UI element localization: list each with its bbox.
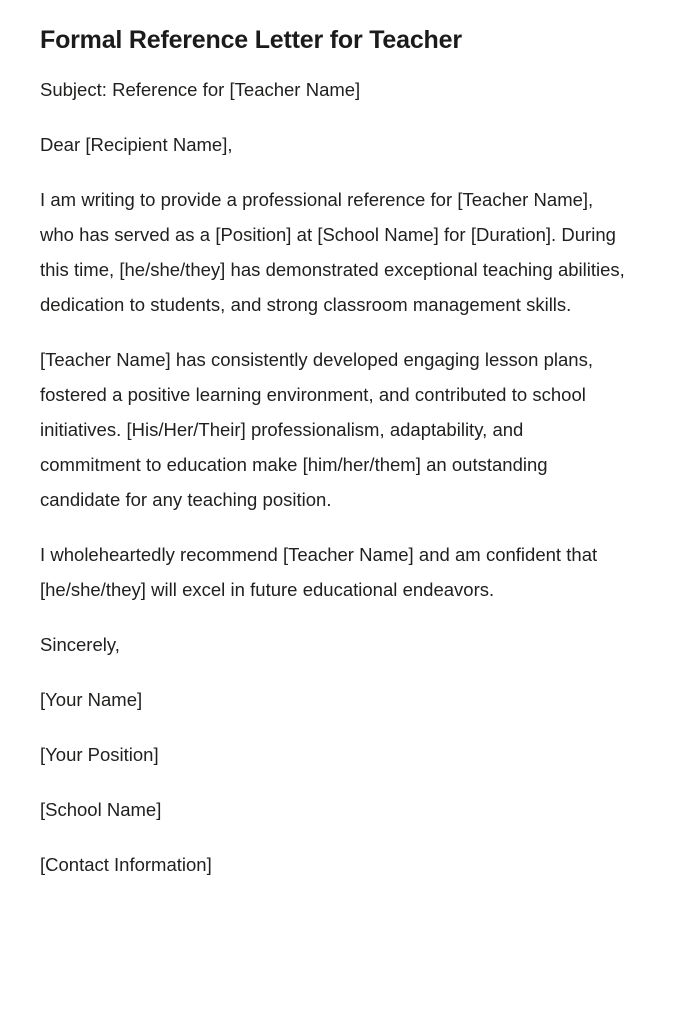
signature-school-name: [School Name] [40,799,162,820]
signature-your-position: [Your Position] [40,744,159,765]
page-title: Formal Reference Letter for Teacher [40,26,462,54]
subject-line: Subject: Reference for [Teacher Name] [40,79,361,100]
body-paragraph-1: I am writing to provide a professional reference for [Teacher Name], who has served as a [Position] at [School Name] for [Duration]. During this time, [he/she/they] has demonstrated exceptional teaching abilities, dedication to students, and strong classroom management skills. [40,189,625,315]
signature-your-name: [Your Name] [40,689,143,710]
salutation: Dear [Recipient Name], [40,134,233,155]
letter-body [40,72,660,882]
body-paragraph-2: [Teacher Name] has consistently developed engaging lesson plans, fostered a positive learning environment, and contributed to school initiatives. [His/Her/Their] professionalism, adaptability, and commitment to education make [him/her/them] an outstanding candidate for any teaching position. [40,349,593,510]
signature-contact-information: [Contact Information] [40,854,212,875]
signature-block [40,682,660,882]
body-paragraph-3: I wholeheartedly recommend [Teacher Name] and am confident that [he/she/they] will excel in future educational endeavors. [40,544,598,600]
closing-line: Sincerely, [40,634,120,655]
